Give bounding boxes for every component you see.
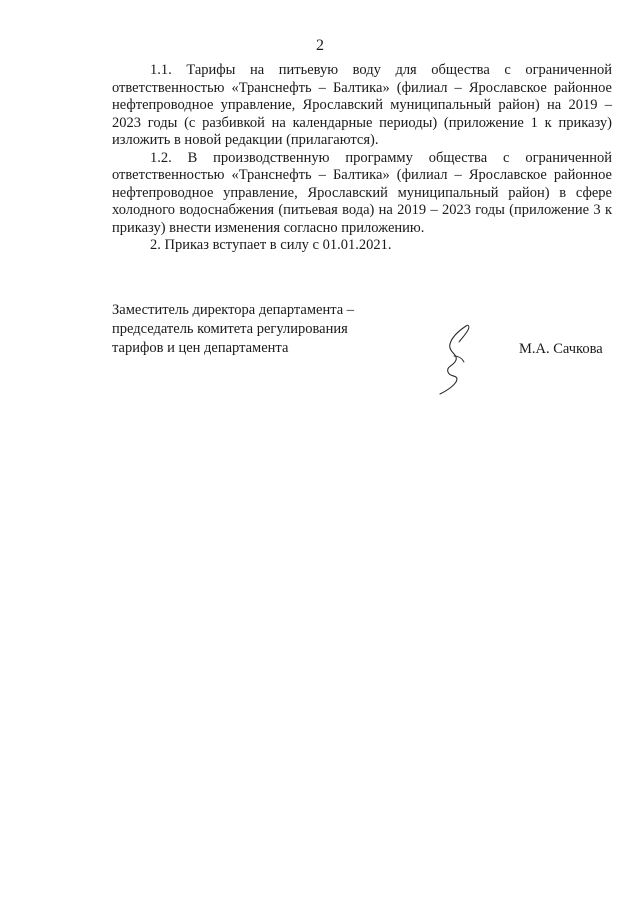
document-body bbox=[112, 62, 612, 255]
signatory-name: М.А. Сачкова bbox=[519, 341, 603, 357]
signatory-title-line-1: Заместитель директора департамента – bbox=[112, 302, 355, 318]
paragraph-2: 2. Приказ вступает в силу с 01.01.2021. bbox=[150, 237, 392, 253]
page-number: 2 bbox=[316, 37, 324, 54]
handwritten-signature bbox=[432, 320, 480, 396]
signatory-title-line-3: тарифов и цен департамента bbox=[112, 340, 289, 356]
signatory-title-line-2: председатель комитета регулирования bbox=[112, 321, 348, 337]
paragraph-1-1: 1.1. Тарифы на питьевую воду для общества с ограниченной ответственностью «Транснефть – Балтика» (филиал – Ярославское районное нефтепроводное управление, Ярославский муниципальный район) на 2019 – 2023 годы (с разбивкой на календарные периоды) (приложение 1 к приказу) изложить в новой редакции (прилагаются). bbox=[112, 62, 612, 148]
paragraph-1-2: 1.2. В производственную программу общества с ограниченной ответственностью «Транснефть – Балтика» (филиал – Ярославское районное нефтепроводное управление, Ярославский муниципальный район) в сфере холодного водоснабжения (питьевая вода) на 2019 – 2023 годы (приложение 3 к приказу) внести изменения согласно приложению. bbox=[112, 149, 612, 236]
